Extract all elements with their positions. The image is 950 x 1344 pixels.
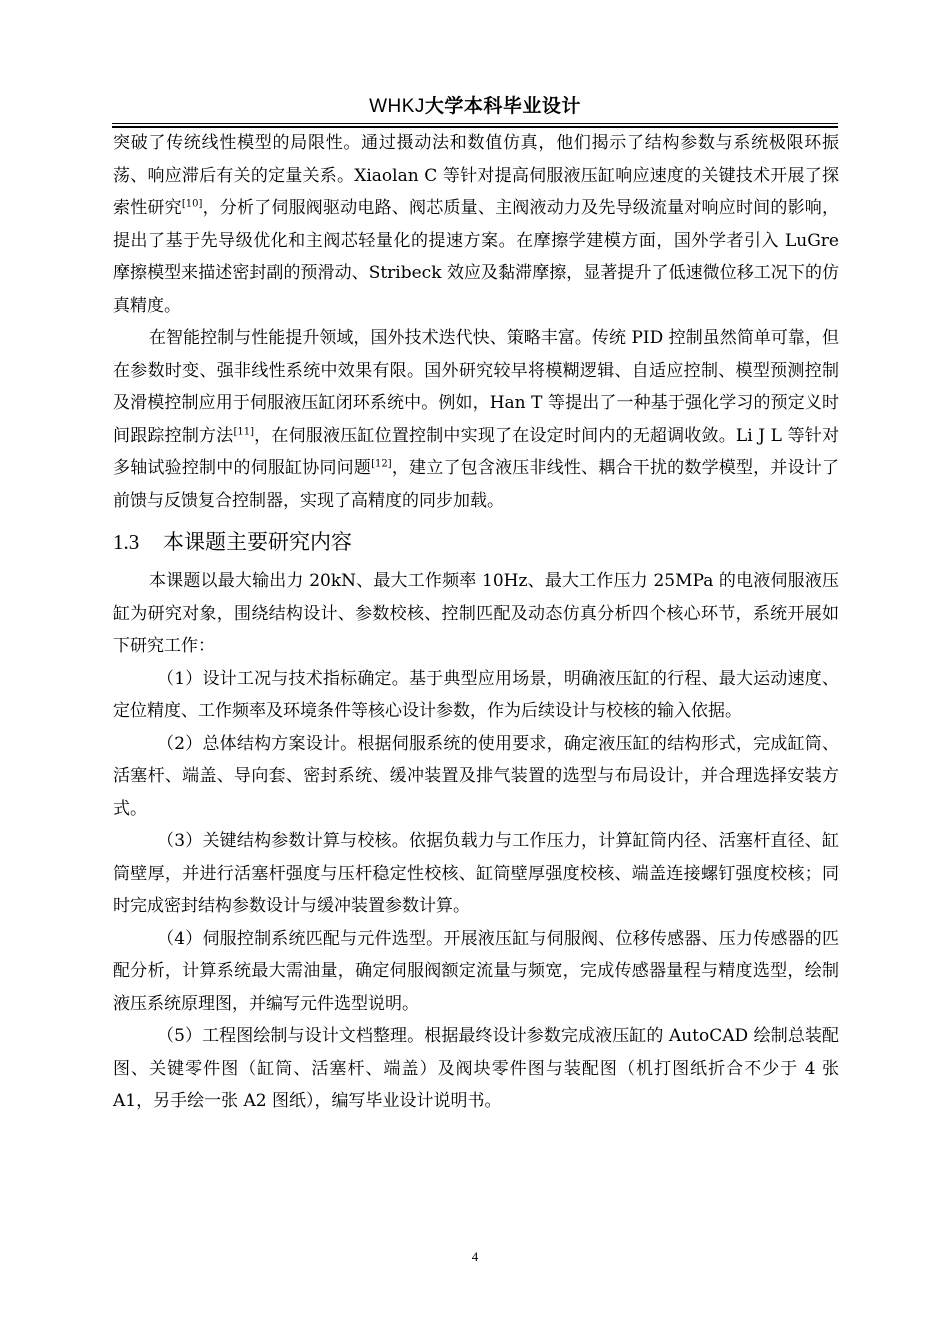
research-item-3: （3）关键结构参数计算与校核。依据负载力与工作压力，计算缸筒内径、活塞杆直径、缸筒壁厚，并进行活塞杆强度与压杆稳定性校核、缸筒壁厚强度校核、端盖连接螺钉强度校核；同时完成密封结构参数设计与缓冲装置参数计算。 [113, 831, 839, 916]
research-intro: 本课题以最大输出力 20kN、最大工作频率 10Hz、最大工作压力 25MPa 的电液伺服液压缸为研究对象，围绕结构设计、参数校核、控制匹配及动态仿真分析四个核心环节，系统开展如下研究工作： [113, 571, 839, 656]
paragraph-text: ，在伺服液压缸位置控制中实现了在设定时间内的无超调收敛。Li J L 等针对多轴试验控制中的伺服缸协同问题 [113, 425, 839, 478]
header-title: 大学本科毕业设计 [424, 95, 581, 117]
research-item-1: （1）设计工况与技术指标确定。基于典型应用场景，明确液压缸的行程、最大运动速度、定位精度、工作频率及环境条件等核心设计参数，作为后续设计与校核的输入依据。 [113, 668, 839, 721]
paragraph-text: 突破了传统线性模型的局限性。通过摄动法和数值仿真，他们揭示了结构参数与系统极限环振荡、响应滞后有关的定量关系。Xiaolan C 等针对提高伺服液压缸响应速度的关键技术开展了探索性研究 [113, 133, 839, 218]
research-item-5: （5）工程图绘制与设计文档整理。根据最终设计参数完成液压缸的 AutoCAD 绘制总装配图、关键零件图（缸筒、活塞杆、端盖）及阀块零件图与装配图（机打图纸折合不少于 4 张 A1，另手绘一张 A2 图纸），编写毕业设计说明书。 [113, 1026, 839, 1111]
research-item-2: （2）总体结构方案设计。根据伺服系统的使用要求，确定液压缸的结构形式，完成缸筒、活塞杆、端盖、导向套、密封系统、缓冲装置及排气装置的选型与布局设计，并合理选择安装方式。 [113, 733, 839, 819]
paragraph-intelligent-control [113, 322, 839, 517]
page-number: 4 [471, 1249, 479, 1264]
page-body [113, 127, 839, 1118]
research-item-4: （4）伺服控制系统匹配与元件选型。开展液压缸与伺服阀、位移传感器、压力传感器的匹配分析，计算系统最大需油量，确定伺服阀额定流量与频宽，完成传感器量程与精度选型，绘制液压系统原理图，并编写元件选型说明。 [113, 928, 839, 1014]
section-number: 1.3 [113, 530, 140, 554]
paragraph-text: 在智能控制与性能提升领域，国外技术迭代快、策略丰富。传统 PID 控制虽然简单可靠，但在参数时变、强非线性系统中效果有限。国外研究较早将模糊逻辑、自适应控制、模型预测控制及滑模控制应用于伺服液压缸闭环系统中。例如，Han T 等提出了一种基于强化学习的预定义时间跟踪控制方法 [113, 328, 839, 446]
citation-ref: [10] [181, 198, 203, 210]
paragraph-text: ，分析了伺服阀驱动电路、阀芯质量、主阀液动力及先导级流量对响应时间的影响，提出了基于先导级优化和主阀芯轻量化的提速方案。在摩擦学建模方面，国外学者引入 LuGre 摩擦模型来描述密封副的预滑动、Stribeck 效应及黏滞摩擦，显著提升了低速微位移工况下的仿真精度。 [113, 198, 840, 316]
header-school-name: WHKJ [369, 96, 425, 117]
header-rule-thin [112, 123, 838, 124]
citation-ref: [11] [233, 425, 254, 437]
paragraph-text: ，建立了包含液压非线性、耦合干扰的数学模型，并设计了前馈与反馈复合控制器，实现了高精度的同步加载。 [113, 458, 840, 511]
section-heading [113, 524, 839, 560]
page-header [0, 93, 950, 120]
section-title: 本课题主要研究内容 [163, 530, 352, 554]
citation-ref: [12] [371, 458, 392, 470]
paragraph-continuation [113, 127, 839, 322]
